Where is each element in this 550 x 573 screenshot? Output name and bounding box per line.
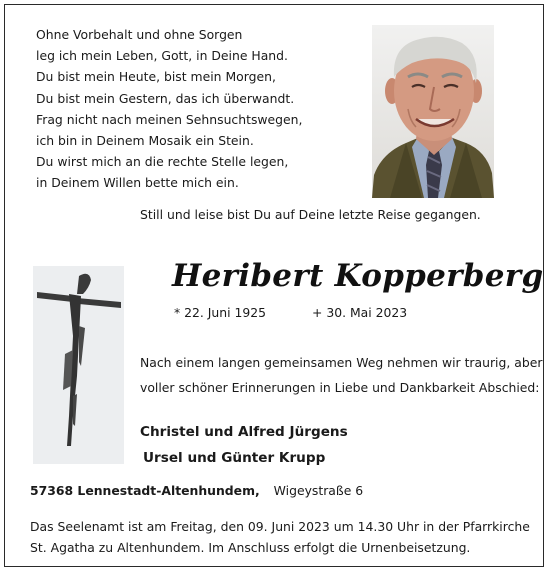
poem-line: Ohne Vorbehalt und ohne Sorgen (36, 27, 243, 42)
notice-line: St. Agatha zu Altenhundem. Im Anschluss erfolgt die Urnenbeisetzung. (30, 540, 471, 555)
poem-line: Du bist mein Heute, bist mein Morgen, (36, 69, 276, 85)
address-city: 57368 Lennestadt-Altenhundem, (30, 483, 260, 498)
mourner-line: Christel und Alfred Jürgens (140, 424, 348, 440)
deceased-name: Heribert Kopperberg (172, 258, 544, 294)
portrait-photo (372, 25, 494, 198)
cross-image (33, 266, 124, 464)
address (30, 483, 363, 498)
service-notice (30, 516, 530, 558)
farewell-line: Nach einem langen gemeinsamen Weg nehmen wir traurig, aber (140, 355, 543, 370)
poem-line: Du wirst mich an die rechte Stelle legen, (36, 154, 289, 170)
motto-text: Still und leise bist Du auf Deine letzte Reise gegangen. (140, 207, 481, 222)
notice-line: Das Seelenamt ist am Freitag, den 09. Juni 2023 um 14.30 Uhr in der Pfarrkirche (30, 519, 530, 534)
poem-line: leg ich mein Leben, Gott, in Deine Hand. (36, 48, 288, 64)
poem-line: in Deinem Willen bette mich ein. (36, 175, 239, 191)
poem-line: Frag nicht nach meinen Sehnsuchtswegen, (36, 111, 303, 127)
farewell-text (140, 350, 542, 400)
birth-date: * 22. Juni 1925 (174, 305, 267, 320)
farewell-line: voller schöner Erinnerungen in Liebe und Dankbarkeit Abschied: (140, 380, 540, 395)
poem-line: ich bin in Deinem Mosaik ein Stein. (36, 132, 254, 148)
poem-line: Du bist mein Gestern, das ich überwandt. (36, 90, 295, 106)
death-date: + 30. Mai 2023 (312, 305, 408, 320)
mourners (140, 419, 348, 471)
mourner-line: Ursel und Günter Krupp (143, 450, 326, 466)
poem (36, 24, 302, 194)
address-street: Wigeystraße 6 (273, 483, 364, 498)
